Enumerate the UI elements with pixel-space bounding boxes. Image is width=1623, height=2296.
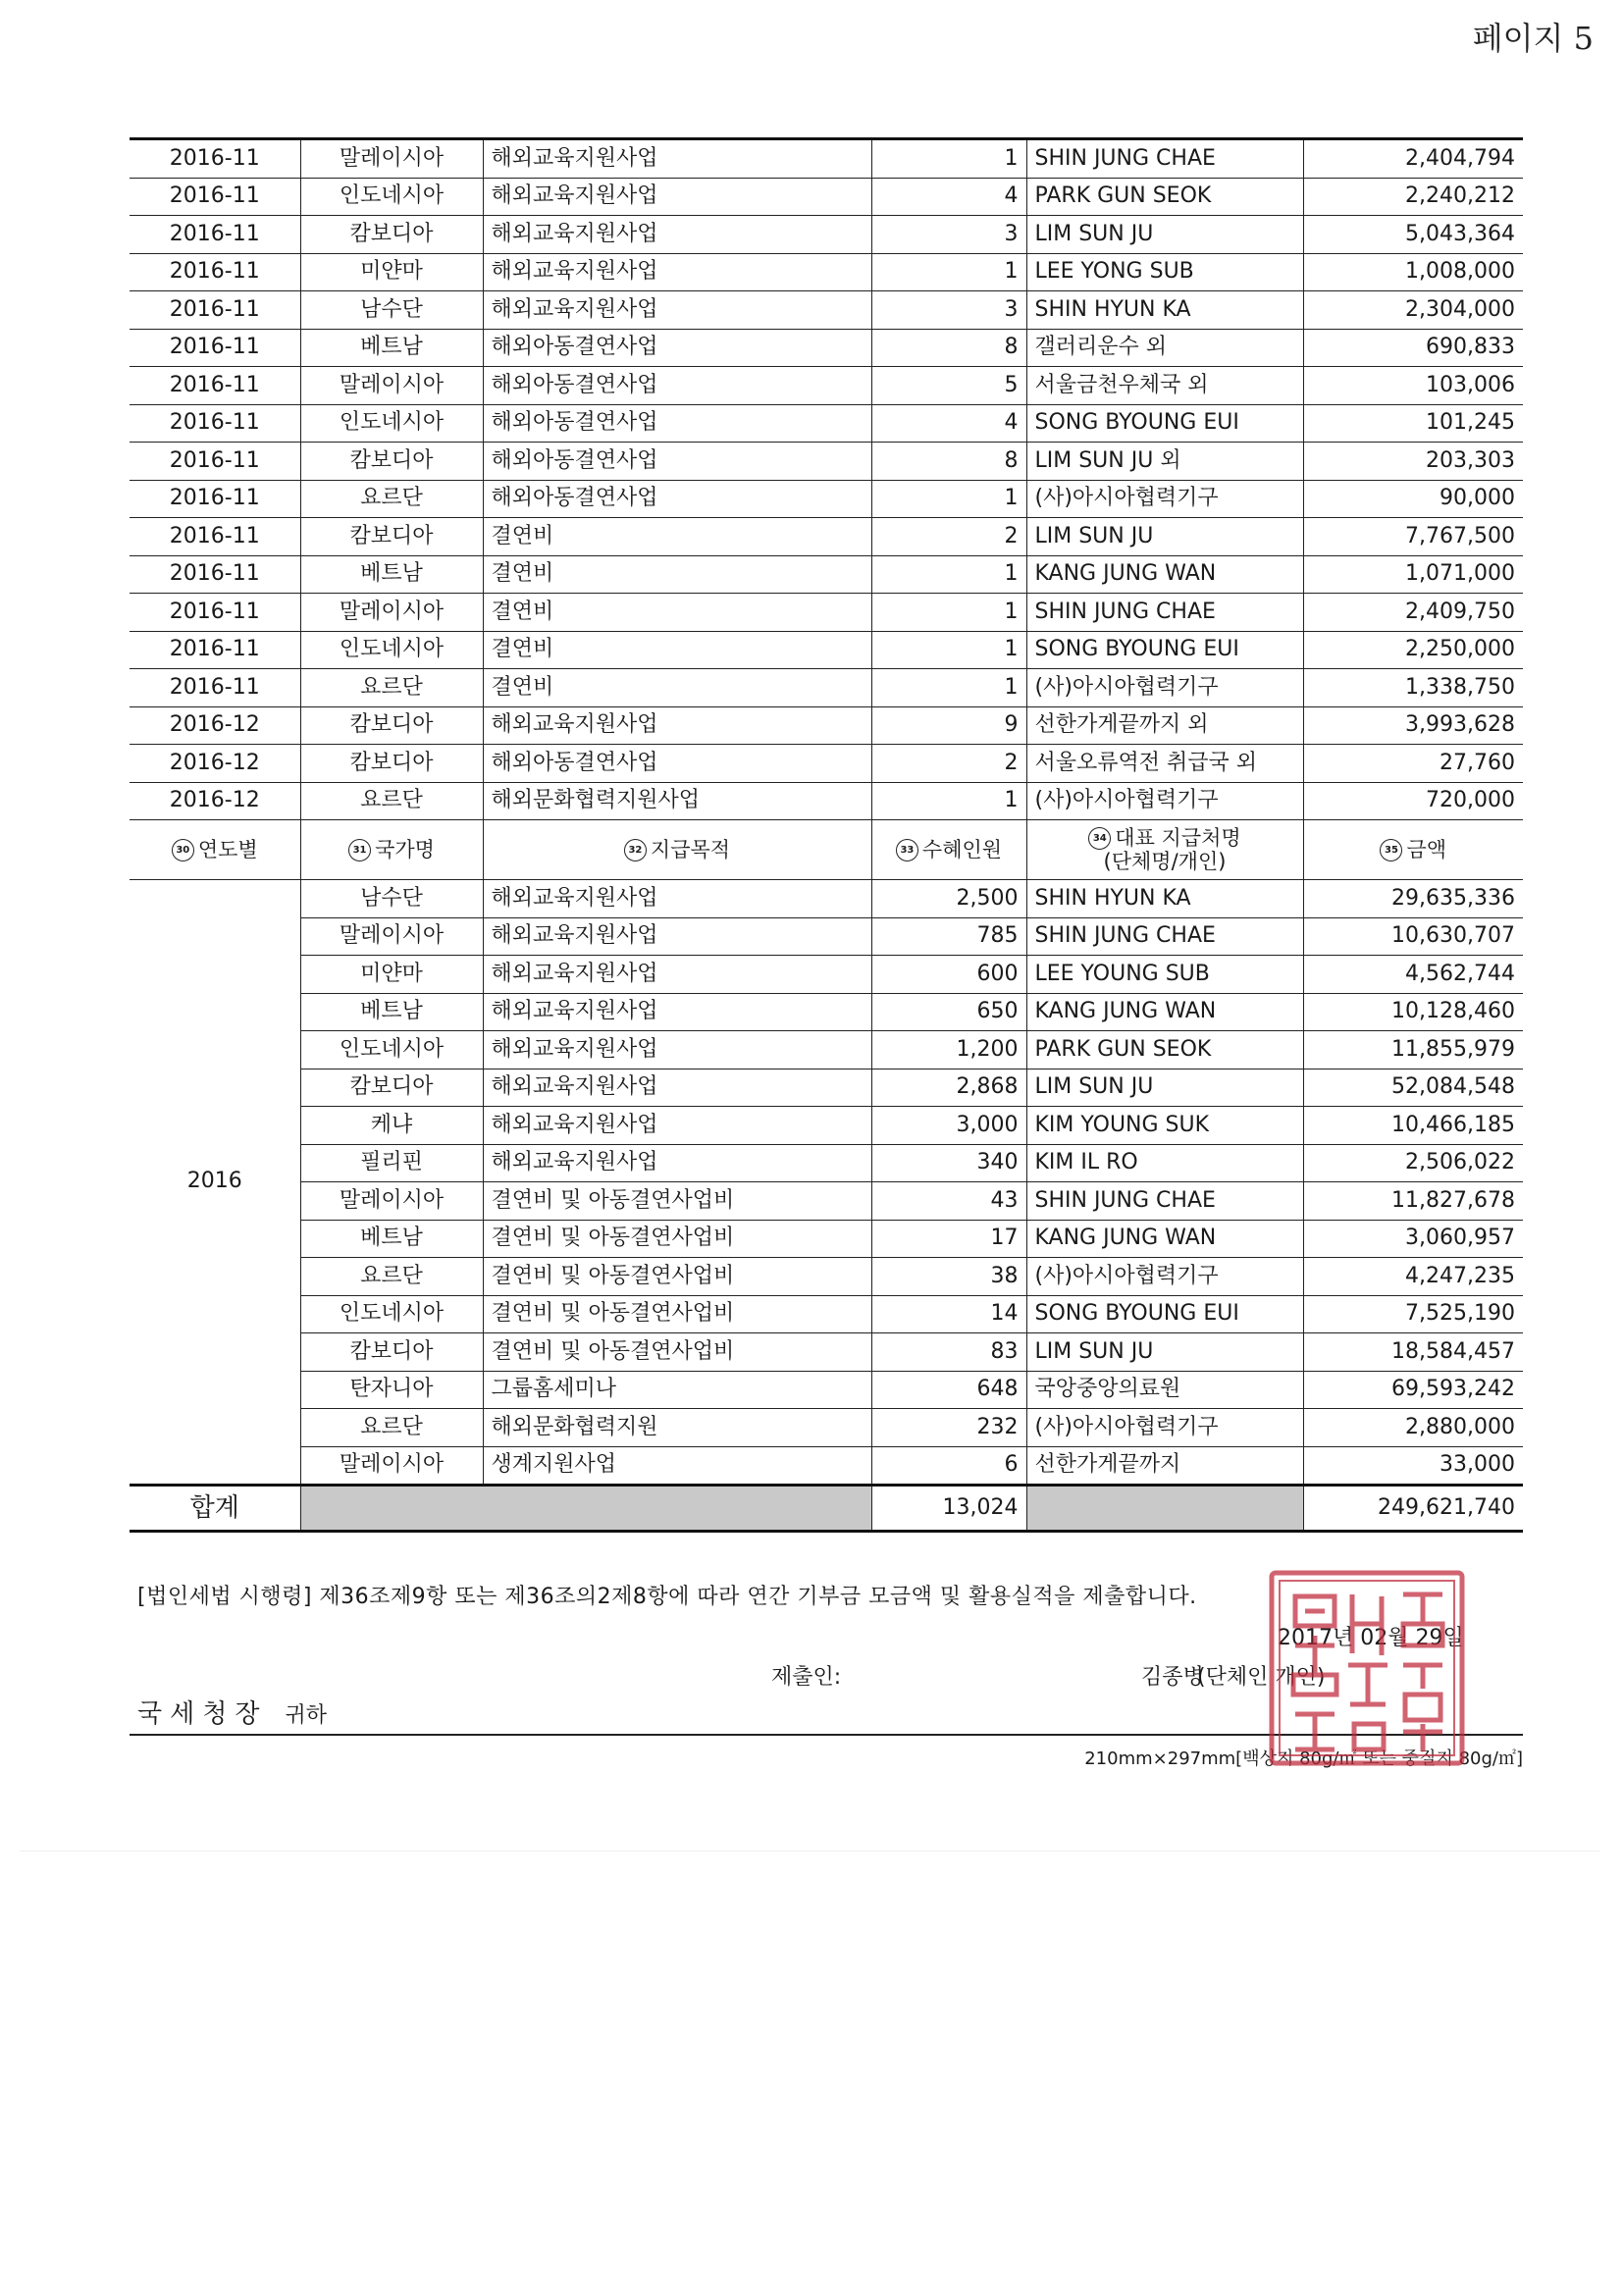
purpose-cell: 해외아동결연사업 bbox=[483, 404, 871, 443]
amount-cell: 7,525,190 bbox=[1303, 1295, 1523, 1333]
country-cell: 말레이시아 bbox=[300, 139, 483, 179]
year-month-cell: 2016-11 bbox=[130, 253, 300, 291]
recipients-cell: 4 bbox=[871, 404, 1026, 443]
year-month-cell: 2016-11 bbox=[130, 518, 300, 556]
amount-cell: 90,000 bbox=[1303, 480, 1523, 518]
country-cell: 캄보디아 bbox=[300, 706, 483, 745]
year-month-cell: 2016-11 bbox=[130, 178, 300, 216]
amount-cell: 690,833 bbox=[1303, 329, 1523, 367]
recipient-org: 국세청장 bbox=[137, 1699, 268, 1729]
total-shaded-cell bbox=[300, 1486, 871, 1532]
total-label: 합계 bbox=[130, 1486, 300, 1532]
table-row bbox=[130, 1220, 1523, 1258]
purpose-cell: 결연비 bbox=[483, 555, 871, 594]
recipients-cell: 1 bbox=[871, 139, 1026, 179]
purpose-cell: 해외교육지원사업 bbox=[483, 139, 871, 179]
recipients-cell: 5 bbox=[871, 367, 1026, 405]
purpose-cell: 해외아동결연사업 bbox=[483, 443, 871, 481]
submitter-name: 김종병 bbox=[1141, 1665, 1204, 1690]
table-row bbox=[130, 1031, 1523, 1070]
table-row bbox=[130, 555, 1523, 594]
year-month-cell: 2016-11 bbox=[130, 594, 300, 632]
recipients-cell: 2 bbox=[871, 745, 1026, 783]
submission-date: 2017년 02월 29일 bbox=[1278, 1626, 1464, 1650]
representative-cell: LIM SUN JU bbox=[1026, 1069, 1303, 1107]
purpose-cell: 해외문화협력지원 bbox=[483, 1409, 871, 1447]
purpose-cell: 해외교육지원사업 bbox=[483, 178, 871, 216]
recipients-cell: 3 bbox=[871, 291, 1026, 330]
table-row bbox=[130, 993, 1523, 1031]
purpose-cell: 해외교육지원사업 bbox=[483, 1107, 871, 1145]
representative-cell: SHIN JUNG CHAE bbox=[1026, 917, 1303, 956]
representative-cell: SONG BYOUNG EUI bbox=[1026, 404, 1303, 443]
purpose-cell: 해외교육지원사업 bbox=[483, 253, 871, 291]
amount-cell: 10,630,707 bbox=[1303, 917, 1523, 956]
recipient-suffix: 귀하 bbox=[285, 1703, 327, 1728]
table-row bbox=[130, 745, 1523, 783]
representative-cell: 선한가게끝까지 bbox=[1026, 1446, 1303, 1486]
recipients-cell: 1 bbox=[871, 631, 1026, 669]
country-cell: 베트남 bbox=[300, 1220, 483, 1258]
country-cell: 남수단 bbox=[300, 291, 483, 330]
year-month-cell: 2016-11 bbox=[130, 480, 300, 518]
country-cell: 말레이시아 bbox=[300, 1182, 483, 1221]
amount-cell: 4,247,235 bbox=[1303, 1258, 1523, 1296]
purpose-cell: 해외아동결연사업 bbox=[483, 745, 871, 783]
table-row bbox=[130, 1409, 1523, 1447]
table-row bbox=[130, 216, 1523, 254]
table-row bbox=[130, 1333, 1523, 1372]
amount-cell: 1,008,000 bbox=[1303, 253, 1523, 291]
purpose-cell: 해외아동결연사업 bbox=[483, 367, 871, 405]
amount-cell: 2,506,022 bbox=[1303, 1144, 1523, 1182]
recipients-cell: 2 bbox=[871, 518, 1026, 556]
recipients-cell: 648 bbox=[871, 1371, 1026, 1409]
purpose-cell: 해외교육지원사업 bbox=[483, 1031, 871, 1070]
representative-cell: PARK GUN SEOK bbox=[1026, 178, 1303, 216]
year-month-cell: 2016-11 bbox=[130, 291, 300, 330]
recipients-cell: 8 bbox=[871, 443, 1026, 481]
country-cell: 캄보디아 bbox=[300, 443, 483, 481]
recipients-cell: 600 bbox=[871, 956, 1026, 994]
representative-cell: 국앙중앙의료원 bbox=[1026, 1371, 1303, 1409]
recipients-cell: 83 bbox=[871, 1333, 1026, 1372]
amount-cell: 33,000 bbox=[1303, 1446, 1523, 1486]
country-cell: 베트남 bbox=[300, 329, 483, 367]
annual-summary-section bbox=[130, 820, 1523, 1486]
representative-cell: (사)아시아협력기구 bbox=[1026, 480, 1303, 518]
representative-cell: KIM IL RO bbox=[1026, 1144, 1303, 1182]
table-row bbox=[130, 518, 1523, 556]
table-row bbox=[130, 594, 1523, 632]
amount-cell: 18,584,457 bbox=[1303, 1333, 1523, 1372]
legal-statement: [법인세법 시행령] 제36조제9항 또는 제36조의2제8항에 따라 연간 기부금 모금액 및 활용실적을 제출합니다. bbox=[137, 1585, 1197, 1609]
total-recipients: 13,024 bbox=[871, 1486, 1026, 1532]
page-number: 페이지 5 bbox=[1472, 20, 1594, 57]
country-cell: 말레이시아 bbox=[300, 594, 483, 632]
purpose-cell: 해외교육지원사업 bbox=[483, 1069, 871, 1107]
amount-cell: 203,303 bbox=[1303, 443, 1523, 481]
recipients-cell: 340 bbox=[871, 1144, 1026, 1182]
representative-cell: KANG JUNG WAN bbox=[1026, 993, 1303, 1031]
amount-cell: 2,304,000 bbox=[1303, 291, 1523, 330]
purpose-cell: 그룹홈세미나 bbox=[483, 1371, 871, 1409]
country-cell: 캄보디아 bbox=[300, 1333, 483, 1372]
amount-cell: 5,043,364 bbox=[1303, 216, 1523, 254]
country-cell: 미얀마 bbox=[300, 956, 483, 994]
table-row bbox=[130, 291, 1523, 330]
table-row bbox=[130, 1107, 1523, 1145]
recipients-cell: 2,500 bbox=[871, 880, 1026, 918]
paper-spec: 210mm×297mm[백상지 80g/㎡ 또는 중질지 80g/㎡] bbox=[1084, 1748, 1523, 1769]
purpose-cell: 해외교육지원사업 bbox=[483, 291, 871, 330]
country-cell: 말레이시아 bbox=[300, 917, 483, 956]
table-row bbox=[130, 880, 1523, 918]
country-cell: 요르단 bbox=[300, 480, 483, 518]
recipients-cell: 1 bbox=[871, 253, 1026, 291]
purpose-cell: 해외아동결연사업 bbox=[483, 329, 871, 367]
year-month-cell: 2016-12 bbox=[130, 782, 300, 820]
recipients-cell: 1 bbox=[871, 669, 1026, 707]
recipients-cell: 3,000 bbox=[871, 1107, 1026, 1145]
representative-cell: (사)아시아협력기구 bbox=[1026, 1258, 1303, 1296]
purpose-cell: 해외문화협력지원사업 bbox=[483, 782, 871, 820]
table-row bbox=[130, 917, 1523, 956]
country-cell: 캄보디아 bbox=[300, 1069, 483, 1107]
year-month-cell: 2016-11 bbox=[130, 443, 300, 481]
representative-cell: KANG JUNG WAN bbox=[1026, 555, 1303, 594]
recipients-cell: 43 bbox=[871, 1182, 1026, 1221]
amount-cell: 101,245 bbox=[1303, 404, 1523, 443]
recipients-cell: 38 bbox=[871, 1258, 1026, 1296]
recipients-cell: 785 bbox=[871, 917, 1026, 956]
recipients-cell: 1 bbox=[871, 594, 1026, 632]
year-month-cell: 2016-11 bbox=[130, 555, 300, 594]
purpose-cell: 생계지원사업 bbox=[483, 1446, 871, 1486]
amount-cell: 2,409,750 bbox=[1303, 594, 1523, 632]
recipients-cell: 6 bbox=[871, 1446, 1026, 1486]
year-month-cell: 2016-11 bbox=[130, 139, 300, 179]
total-shaded-cell bbox=[1026, 1486, 1303, 1532]
amount-cell: 1,338,750 bbox=[1303, 669, 1523, 707]
amount-cell: 2,250,000 bbox=[1303, 631, 1523, 669]
recipients-cell: 1 bbox=[871, 480, 1026, 518]
purpose-cell: 해외교육지원사업 bbox=[483, 216, 871, 254]
table-row bbox=[130, 139, 1523, 179]
donation-usage-table bbox=[130, 137, 1523, 1533]
representative-cell: (사)아시아협력기구 bbox=[1026, 1409, 1303, 1447]
purpose-cell: 결연비 및 아동결연사업비 bbox=[483, 1258, 871, 1296]
country-cell: 필리핀 bbox=[300, 1144, 483, 1182]
recipients-cell: 2,868 bbox=[871, 1069, 1026, 1107]
recipient-line bbox=[137, 1694, 327, 1730]
table-row bbox=[130, 1069, 1523, 1107]
amount-cell: 10,466,185 bbox=[1303, 1107, 1523, 1145]
header-year: 30 연도별 bbox=[130, 820, 300, 880]
table-row bbox=[130, 782, 1523, 820]
purpose-cell: 해외교육지원사업 bbox=[483, 706, 871, 745]
representative-cell: 선한가게끝까지 외 bbox=[1026, 706, 1303, 745]
amount-cell: 7,767,500 bbox=[1303, 518, 1523, 556]
amount-cell: 103,006 bbox=[1303, 367, 1523, 405]
header-purpose: 32 지급목적 bbox=[483, 820, 871, 880]
year-month-cell: 2016-11 bbox=[130, 329, 300, 367]
amount-cell: 27,760 bbox=[1303, 745, 1523, 783]
representative-cell: SHIN JUNG CHAE bbox=[1026, 1182, 1303, 1221]
purpose-cell: 결연비 bbox=[483, 669, 871, 707]
representative-cell: KIM YOUNG SUK bbox=[1026, 1107, 1303, 1145]
purpose-cell: 해외아동결연사업 bbox=[483, 480, 871, 518]
year-month-cell: 2016-12 bbox=[130, 706, 300, 745]
header-representative: 34 대표 지급처명 (단체명/개인) bbox=[1026, 820, 1303, 880]
year-month-cell: 2016-11 bbox=[130, 404, 300, 443]
representative-cell: LIM SUN JU bbox=[1026, 1333, 1303, 1372]
table-row bbox=[130, 706, 1523, 745]
country-cell: 남수단 bbox=[300, 880, 483, 918]
purpose-cell: 해외교육지원사업 bbox=[483, 917, 871, 956]
country-cell: 말레이시아 bbox=[300, 367, 483, 405]
year-month-cell: 2016-11 bbox=[130, 216, 300, 254]
representative-cell: LIM SUN JU 외 bbox=[1026, 443, 1303, 481]
total-row bbox=[130, 1486, 1523, 1532]
representative-cell: (사)아시아협력기구 bbox=[1026, 782, 1303, 820]
country-cell: 캄보디아 bbox=[300, 745, 483, 783]
amount-cell: 69,593,242 bbox=[1303, 1371, 1523, 1409]
purpose-cell: 해외교육지원사업 bbox=[483, 956, 871, 994]
recipients-cell: 3 bbox=[871, 216, 1026, 254]
amount-cell: 2,880,000 bbox=[1303, 1409, 1523, 1447]
amount-cell: 3,060,957 bbox=[1303, 1220, 1523, 1258]
purpose-cell: 결연비 bbox=[483, 594, 871, 632]
table-row bbox=[130, 1371, 1523, 1409]
country-cell: 케냐 bbox=[300, 1107, 483, 1145]
year-month-cell: 2016-12 bbox=[130, 745, 300, 783]
recipients-cell: 1,200 bbox=[871, 1031, 1026, 1070]
country-cell: 요르단 bbox=[300, 1409, 483, 1447]
country-cell: 탄자니아 bbox=[300, 1371, 483, 1409]
country-cell: 요르단 bbox=[300, 669, 483, 707]
country-cell: 베트남 bbox=[300, 555, 483, 594]
header-recipients: 33 수혜인원 bbox=[871, 820, 1026, 880]
representative-cell: LIM SUN JU bbox=[1026, 216, 1303, 254]
representative-cell: (사)아시아협력기구 bbox=[1026, 669, 1303, 707]
purpose-cell: 결연비 및 아동결연사업비 bbox=[483, 1295, 871, 1333]
representative-cell: SONG BYOUNG EUI bbox=[1026, 1295, 1303, 1333]
table-row bbox=[130, 1446, 1523, 1486]
country-cell: 미얀마 bbox=[300, 253, 483, 291]
amount-cell: 1,071,000 bbox=[1303, 555, 1523, 594]
year-month-cell: 2016-11 bbox=[130, 367, 300, 405]
representative-cell: SHIN HYUN KA bbox=[1026, 291, 1303, 330]
total-amount: 249,621,740 bbox=[1303, 1486, 1523, 1532]
summary-year-cell: 2016 bbox=[130, 880, 300, 1486]
total-section bbox=[130, 1486, 1523, 1532]
amount-cell: 2,240,212 bbox=[1303, 178, 1523, 216]
scan-edge-line bbox=[20, 1851, 1599, 1852]
amount-cell: 11,855,979 bbox=[1303, 1031, 1523, 1070]
table-row bbox=[130, 1182, 1523, 1221]
purpose-cell: 해외교육지원사업 bbox=[483, 880, 871, 918]
amount-cell: 3,993,628 bbox=[1303, 706, 1523, 745]
country-cell: 요르단 bbox=[300, 1258, 483, 1296]
representative-cell: 서울금천우체국 외 bbox=[1026, 367, 1303, 405]
recipients-cell: 1 bbox=[871, 782, 1026, 820]
official-seal-icon bbox=[1266, 1567, 1468, 1769]
representative-cell: 갤러리운수 외 bbox=[1026, 329, 1303, 367]
amount-cell: 2,404,794 bbox=[1303, 139, 1523, 179]
country-cell: 인도네시아 bbox=[300, 404, 483, 443]
table-row bbox=[130, 329, 1523, 367]
table-row bbox=[130, 404, 1523, 443]
representative-cell: LEE YOUNG SUB bbox=[1026, 956, 1303, 994]
representative-cell: SHIN JUNG CHAE bbox=[1026, 139, 1303, 179]
amount-cell: 11,827,678 bbox=[1303, 1182, 1523, 1221]
country-cell: 요르단 bbox=[300, 782, 483, 820]
table-row bbox=[130, 367, 1523, 405]
table-row bbox=[130, 631, 1523, 669]
table-row bbox=[130, 178, 1523, 216]
country-cell: 캄보디아 bbox=[300, 518, 483, 556]
header-amount: 35 금액 bbox=[1303, 820, 1523, 880]
table-row bbox=[130, 1295, 1523, 1333]
purpose-cell: 해외교육지원사업 bbox=[483, 1144, 871, 1182]
year-month-cell: 2016-11 bbox=[130, 631, 300, 669]
amount-cell: 29,635,336 bbox=[1303, 880, 1523, 918]
summary-header-row bbox=[130, 820, 1523, 880]
recipients-cell: 232 bbox=[871, 1409, 1026, 1447]
amount-cell: 52,084,548 bbox=[1303, 1069, 1523, 1107]
purpose-cell: 결연비 및 아동결연사업비 bbox=[483, 1333, 871, 1372]
amount-cell: 10,128,460 bbox=[1303, 993, 1523, 1031]
recipients-cell: 650 bbox=[871, 993, 1026, 1031]
country-cell: 베트남 bbox=[300, 993, 483, 1031]
recipients-cell: 14 bbox=[871, 1295, 1026, 1333]
purpose-cell: 결연비 bbox=[483, 631, 871, 669]
representative-cell: SHIN JUNG CHAE bbox=[1026, 594, 1303, 632]
submitter-type: (단체인 개인) bbox=[1197, 1665, 1326, 1690]
recipients-cell: 8 bbox=[871, 329, 1026, 367]
country-cell: 인도네시아 bbox=[300, 1031, 483, 1070]
table-row bbox=[130, 480, 1523, 518]
country-cell: 말레이시아 bbox=[300, 1446, 483, 1486]
header-country: 31 국가명 bbox=[300, 820, 483, 880]
representative-cell: KANG JUNG WAN bbox=[1026, 1220, 1303, 1258]
purpose-cell: 결연비 bbox=[483, 518, 871, 556]
purpose-cell: 해외교육지원사업 bbox=[483, 993, 871, 1031]
submitter-label: 제출인: bbox=[771, 1665, 842, 1690]
representative-cell: 서울오류역전 취급국 외 bbox=[1026, 745, 1303, 783]
table-row bbox=[130, 956, 1523, 994]
country-cell: 인도네시아 bbox=[300, 178, 483, 216]
country-cell: 인도네시아 bbox=[300, 631, 483, 669]
amount-cell: 720,000 bbox=[1303, 782, 1523, 820]
table-row bbox=[130, 1258, 1523, 1296]
representative-cell: PARK GUN SEOK bbox=[1026, 1031, 1303, 1070]
table-row bbox=[130, 443, 1523, 481]
amount-cell: 4,562,744 bbox=[1303, 956, 1523, 994]
purpose-cell: 결연비 및 아동결연사업비 bbox=[483, 1220, 871, 1258]
representative-cell: LIM SUN JU bbox=[1026, 518, 1303, 556]
purpose-cell: 결연비 및 아동결연사업비 bbox=[483, 1182, 871, 1221]
country-cell: 캄보디아 bbox=[300, 216, 483, 254]
recipients-cell: 9 bbox=[871, 706, 1026, 745]
recipients-cell: 1 bbox=[871, 555, 1026, 594]
representative-cell: SONG BYOUNG EUI bbox=[1026, 631, 1303, 669]
recipients-cell: 4 bbox=[871, 178, 1026, 216]
recipients-cell: 17 bbox=[871, 1220, 1026, 1258]
table-row bbox=[130, 1144, 1523, 1182]
representative-cell: LEE YONG SUB bbox=[1026, 253, 1303, 291]
year-month-cell: 2016-11 bbox=[130, 669, 300, 707]
table-row bbox=[130, 253, 1523, 291]
monthly-detail-section bbox=[130, 139, 1523, 820]
country-cell: 인도네시아 bbox=[300, 1295, 483, 1333]
representative-cell: SHIN HYUN KA bbox=[1026, 880, 1303, 918]
table-row bbox=[130, 669, 1523, 707]
